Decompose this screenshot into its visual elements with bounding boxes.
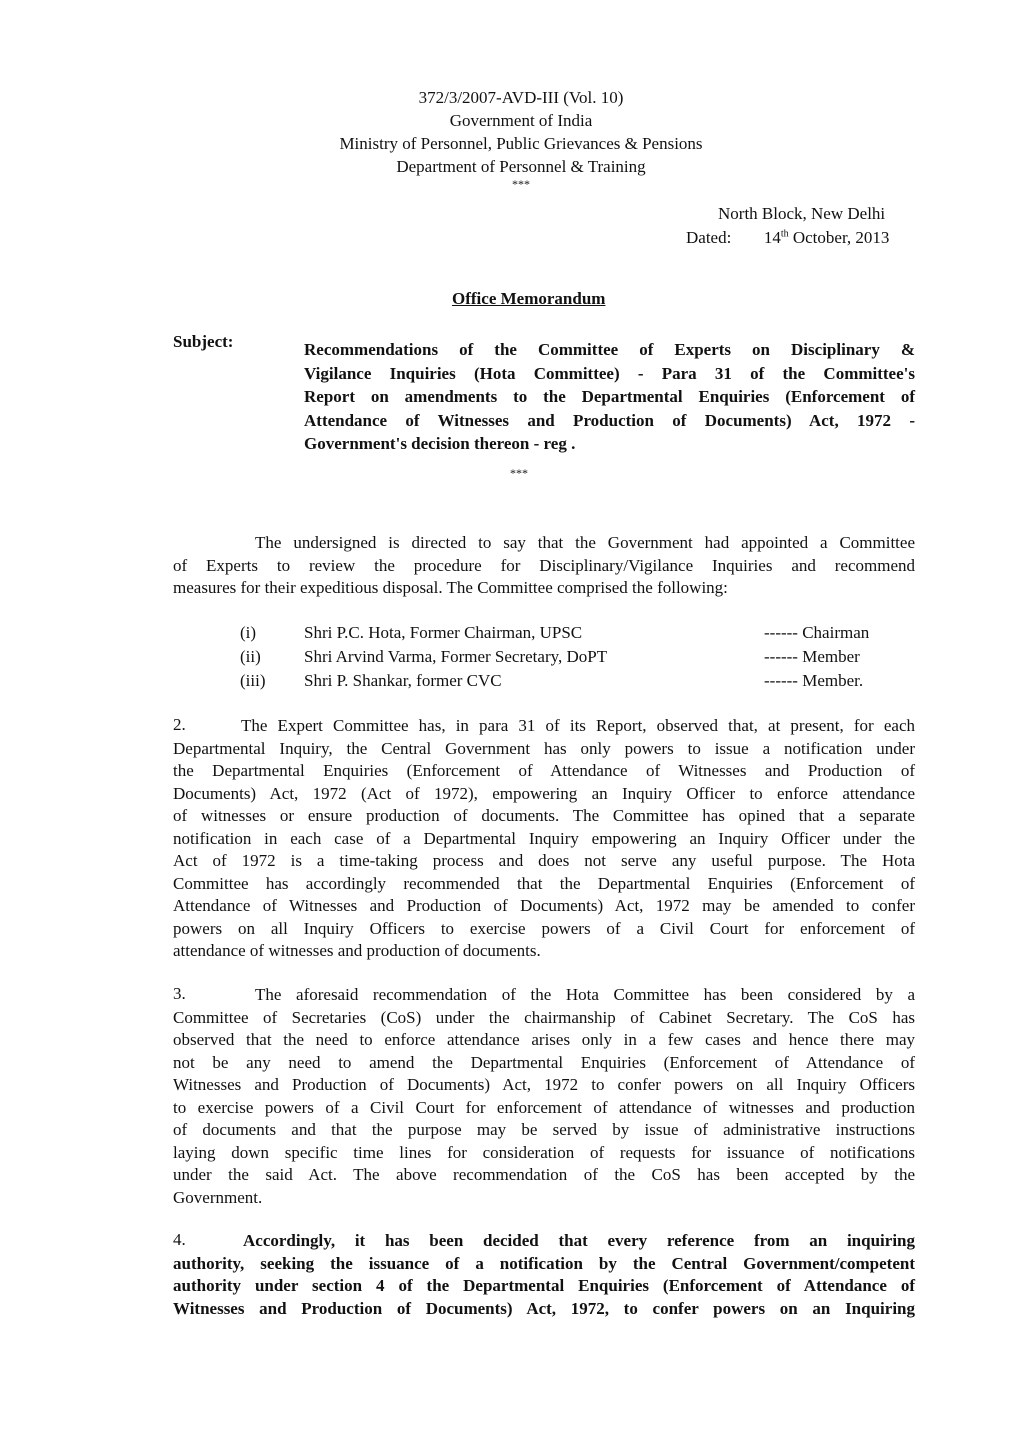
- paragraph-number: 3.: [173, 984, 186, 1003]
- text-line: the Departmental Enquiries (Enforcement of Attendance of Witnesses and Production of: [173, 761, 915, 780]
- text-line: attendance of witnesses and production of documents.: [173, 941, 541, 960]
- member-name: Shri P. Shankar, former CVC: [304, 671, 502, 690]
- paragraph-1: [173, 532, 915, 600]
- item-number: (ii): [240, 647, 261, 666]
- subject-line: Attendance of Witnesses and Production of Documents) Act, 1972 -: [304, 410, 915, 430]
- text-line: of documents and that the purpose may be served by issue of administrative instructions: [173, 1120, 915, 1139]
- date-day: 14: [763, 228, 781, 247]
- item-number: (i): [240, 623, 257, 642]
- item-number: (iii): [240, 671, 266, 690]
- letterhead: [0, 86, 1022, 192]
- government-name: Government of India: [449, 111, 593, 130]
- document-title: Office Memorandum: [452, 289, 606, 308]
- member-role: ------ Chairman: [764, 623, 870, 642]
- text-line: Witnesses and Production of Documents) Act, 1972 to confer powers on all Inquiry Officers: [173, 1075, 915, 1094]
- text-line: Government.: [173, 1187, 263, 1207]
- subject-line: Vigilance Inquiries (Hota Committee) - Para 31 of the Committee's: [304, 363, 915, 383]
- text-line: laying down specific time lines for consideration of requests for issuance of notifications: [173, 1142, 915, 1162]
- place: North Block, New Delhi: [718, 204, 886, 223]
- list-item: [240, 645, 880, 669]
- paragraph-2: [173, 715, 915, 963]
- separator: ***: [512, 177, 530, 191]
- text-line: of witnesses or ensure production of documents. The Committee has opined that a separate: [173, 806, 915, 825]
- text-line: measures for their expeditious disposal. The Committee comprised the following:: [173, 578, 728, 597]
- member-role: ------ Member: [764, 647, 860, 666]
- subject-line: Report on amendments to the Departmental Enquiries (Enforcement of: [304, 387, 915, 406]
- file-number: 372/3/2007-AVD-III (Vol. 10): [418, 88, 624, 107]
- text-line: Departmental Inquiry, the Central Government has only powers to issue a notification under: [173, 738, 915, 758]
- text-line: of Experts to review the procedure for Disciplinary/Vigilance Inquiries and recommend: [173, 555, 915, 575]
- text-line: Committee has accordingly recommended that the Departmental Enquiries (Enforcement of: [173, 873, 915, 893]
- paragraph-3: [173, 984, 915, 1209]
- date-line: [686, 228, 889, 248]
- text-line: notification in each case of a Departmental Inquiry empowering an Inquiry Officer under the: [173, 828, 915, 848]
- text-line: Attendance of Witnesses and Production of Documents) Act, 1972 may be amended to confer: [173, 896, 915, 915]
- text-line: authority under section 4 of the Departmental Enquiries (Enforcement of Attendance of: [173, 1276, 915, 1295]
- text-line: to exercise powers of a Civil Court for enforcement of attendance of witnesses and production: [173, 1097, 915, 1117]
- paragraph-number: 2.: [173, 715, 186, 734]
- text-line: The aforesaid recommendation of the Hota Committee has been considered by a: [255, 985, 915, 1004]
- subject-label: Subject:: [173, 332, 234, 351]
- text-line: Documents) Act, 1972 (Act of 1972), empowering an Inquiry Officer to enforce attendance: [173, 783, 915, 803]
- member-name: Shri Arvind Varma, Former Secretary, DoPT: [304, 647, 608, 666]
- date-suffix: th: [780, 228, 789, 240]
- subject-text: [304, 338, 915, 456]
- text-line: not be any need to amend the Departmental Enquiries (Enforcement of Attendance of: [173, 1052, 915, 1072]
- member-name: Shri P.C. Hota, Former Chairman, UPSC: [304, 623, 583, 642]
- subject-line: Government's decision thereon - reg .: [304, 434, 576, 453]
- department-name: Department of Personnel & Training: [396, 157, 646, 176]
- text-line: observed that the need to enforce attendance arises only in a few cases and hence there may: [173, 1030, 915, 1049]
- text-line: powers on all Inquiry Officers to exercise powers of a Civil Court for enforcement of: [173, 918, 915, 938]
- text-line: authority, seeking the issuance of a notification by the Central Government/competent: [173, 1253, 915, 1273]
- separator: ***: [510, 466, 528, 480]
- list-item: [240, 621, 880, 645]
- list-item: [240, 669, 880, 693]
- text-line: Committee of Secretaries (CoS) under the chairmanship of Cabinet Secretary. The CoS has: [173, 1007, 915, 1027]
- text-line: under the said Act. The above recommendation of the CoS has been accepted by the: [173, 1165, 915, 1184]
- text-line: Accordingly, it has been decided that every reference from an inquiring: [243, 1231, 915, 1250]
- dated-label: Dated:: [686, 228, 732, 247]
- subject-line: Recommendations of the Committee of Experts on Disciplinary &: [304, 340, 915, 359]
- paragraph-number: 4.: [173, 1230, 186, 1249]
- text-line: The Expert Committee has, in para 31 of its Report, observed that, at present, for each: [241, 716, 915, 735]
- paragraph-4: [173, 1230, 915, 1320]
- date-rest: October, 2013: [788, 228, 890, 247]
- text-line: Act of 1972 is a time-taking process and does not serve any useful purpose. The Hota: [173, 851, 915, 870]
- text-line: Witnesses and Production of Documents) Act, 1972, to confer powers on an Inquiring: [173, 1298, 915, 1318]
- member-role: ------ Member.: [764, 671, 864, 690]
- ministry-name: Ministry of Personnel, Public Grievances & Pensions: [339, 134, 703, 153]
- text-line: The undersigned is directed to say that the Government had appointed a Committee: [255, 533, 915, 552]
